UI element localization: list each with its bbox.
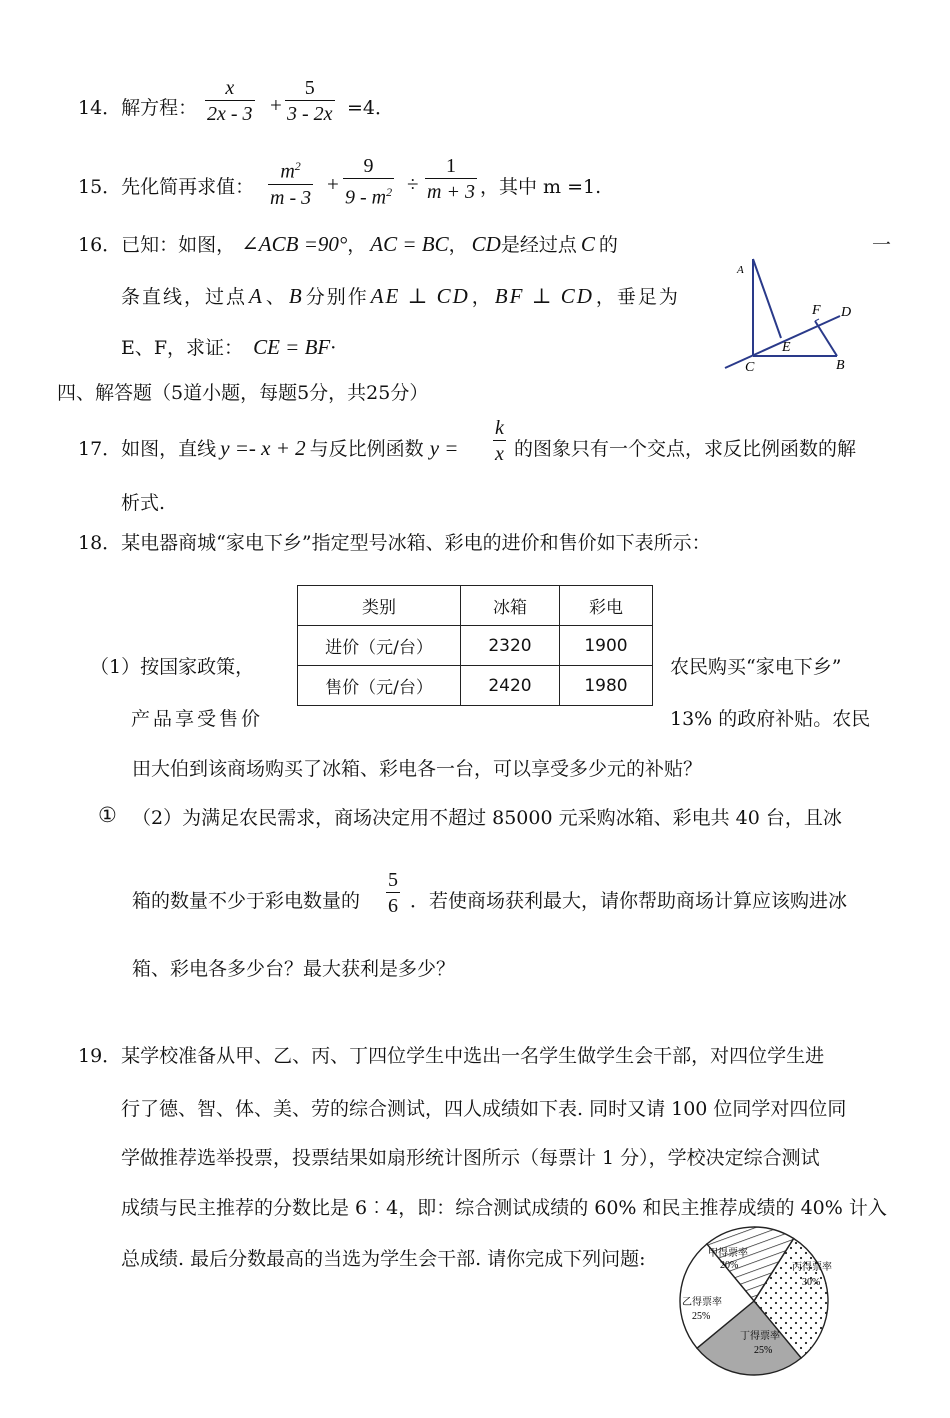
- q15-fraction-1: [268, 154, 313, 211]
- q17-text-d: 析式.: [121, 492, 166, 514]
- q15-divide: ÷: [407, 172, 419, 196]
- q15-f2-denominator: 9 - m: [345, 186, 387, 209]
- q15-plus: +: [327, 172, 339, 196]
- q17-k: k: [495, 417, 504, 439]
- q16-proof: CE = BF: [253, 335, 331, 359]
- q15-tail: ，其中 m =1.: [480, 176, 602, 198]
- q16-yi: 一: [872, 234, 892, 256]
- q16-a: A: [249, 284, 264, 308]
- q16-text-3b: ·: [330, 337, 337, 359]
- q18-p1-right: 农民购买“家电下乡”: [670, 656, 842, 678]
- q15-f1-sup: 2: [294, 159, 301, 173]
- q19-line-2: 行了德、智、体、美、劳的综合测试，四人成绩如下表. 同时又请 100 位同学对四位同: [121, 1098, 847, 1120]
- q16-geometry-figure: [715, 250, 865, 375]
- q15-fraction-2: [343, 154, 394, 211]
- fig-label-e: E: [782, 340, 791, 355]
- q18-intro: 18．某电器商城“家电下乡”指定型号冰箱、彩电的进价和售价如下表所示：: [78, 532, 711, 554]
- q18-p1-left: （1）按国家政策，: [90, 656, 255, 678]
- q16-text-2c: 分别作: [305, 286, 369, 308]
- q18-p1-left2: 产品享受售价: [131, 708, 264, 730]
- pie-pct-jia: 20%: [720, 1260, 739, 1271]
- q16-line-2: [121, 282, 680, 309]
- pie-label-jia: 甲得票率: [708, 1248, 748, 1259]
- q15-f3-numerator: 1: [445, 155, 456, 177]
- q16-text-1e: 的: [598, 234, 618, 256]
- pie-label-ding: 丁得票率: [740, 1331, 780, 1342]
- q16-cd: CD: [471, 232, 501, 256]
- q18-p2-line3: 箱、彩电各多少台？最大获利是多少？: [132, 958, 456, 980]
- q17-func-lhs: y =: [429, 436, 459, 460]
- table-header-cell: 冰箱: [461, 586, 560, 626]
- vote-pie-chart: [668, 1225, 848, 1395]
- q18-p1-right2: 13% 的政府补贴。农民: [670, 708, 871, 730]
- q14-equals: =4．: [347, 97, 395, 119]
- q16-c: C: [580, 232, 595, 256]
- table-cell: 2320: [461, 626, 560, 666]
- fig-label-f: F: [812, 303, 821, 318]
- q14-fraction-1: [205, 76, 255, 127]
- q16-text-2b: 、: [265, 286, 287, 308]
- q15-f2-numerator: 9: [363, 155, 374, 177]
- q19-line-3: 学做推荐选举投票，投票结果如扇形统计图所示（每票计 1 分），学校决定综合测试: [121, 1147, 820, 1169]
- table-row: [298, 666, 653, 706]
- q16-text-2d: ，: [471, 286, 493, 308]
- q17-fraction: [493, 416, 506, 467]
- q16-text-2a: 条直线，过点: [121, 286, 248, 308]
- q18-p2-line2a: 箱的数量不少于彩电数量的: [132, 890, 361, 912]
- q15-f1-denominator: m - 3: [270, 186, 312, 209]
- q18-p2-line2b: ．若使商场获利最大，请你帮助商场计算应该购进冰: [410, 890, 848, 912]
- q15-f2-sup: 2: [386, 185, 393, 199]
- pie-label-yi: 乙得票率: [682, 1297, 722, 1308]
- q18-p1-line3: 田大伯到该商场购买了冰箱、彩电各一台，可以享受多少元的补贴？: [132, 758, 703, 780]
- price-table: [297, 585, 653, 706]
- table-header-row: [298, 586, 653, 626]
- pie-label-bing: 丙得票率: [792, 1262, 832, 1273]
- q14-number-text: 14．解方程：: [78, 97, 198, 119]
- q19-line-5: 总成绩. 最后分数最高的当选为学生会干部. 请你完成下列问题:: [121, 1248, 646, 1270]
- pie-pct-yi: 25%: [692, 1311, 711, 1322]
- q16-line-1: [78, 230, 618, 257]
- section-4-heading: 四、解答题（5道小题，每题5分，共25分）: [57, 382, 429, 404]
- q16-b: B: [288, 284, 304, 308]
- q16-text-3a: E、F，求证：: [121, 337, 244, 359]
- q18-frac-den: 6: [388, 895, 398, 917]
- q17-text-c: 的图象只有一个交点，求反比例函数的解: [514, 438, 857, 460]
- q19-line-1: 19．某学校准备从甲、乙、丙、丁四位学生中选出一名学生做学生会干部，对四位学生进: [78, 1045, 825, 1067]
- q15-f1-numerator: m: [280, 160, 295, 183]
- table-cell: 售价（元/台）: [298, 666, 461, 706]
- table-cell: 1980: [560, 666, 653, 706]
- q16-text-1b: ，: [347, 234, 367, 256]
- q16-ac-bc: AC = BC: [370, 232, 449, 256]
- q15-f3-denominator: m + 3: [427, 181, 475, 203]
- table-row: [298, 626, 653, 666]
- pie-pct-ding: 25%: [754, 1345, 773, 1356]
- q16-text-1d: 是经过点: [500, 234, 577, 256]
- table-cell: 2420: [461, 666, 560, 706]
- q14-plus: +: [270, 93, 282, 117]
- q18-fraction: [386, 868, 400, 919]
- fig-label-c: C: [745, 360, 755, 375]
- q14-f1-denominator: 2x - 3: [207, 103, 253, 125]
- fig-label-d: D: [841, 305, 852, 320]
- q17-line-eq: y =- x + 2: [220, 436, 306, 460]
- q16-text-1c: ，: [448, 234, 468, 256]
- q14-f2-denominator: 3 - 2x: [287, 103, 333, 125]
- q15-fraction-3: [425, 154, 477, 205]
- pie-pct-bing: 30%: [802, 1277, 821, 1288]
- q17-text-b: 与反比例函数: [309, 438, 424, 460]
- fig-label-b: B: [836, 358, 845, 373]
- q14-f1-numerator: x: [225, 77, 235, 99]
- q18-circle-marker: ①: [98, 803, 117, 827]
- q18-frac-num: 5: [388, 869, 398, 891]
- q16-angle: ∠ACB =90°: [241, 232, 348, 256]
- table-cell: 1900: [560, 626, 653, 666]
- q18-p2-line1: （2）为满足农民需求，商场决定用不超过 85000 元采购冰箱、彩电共 40 台，且冰: [132, 807, 842, 829]
- q17-x: x: [495, 443, 504, 465]
- q16-perp-2: BF ⊥ CD: [494, 284, 594, 308]
- q17-line-1: [78, 434, 458, 461]
- q15-number-text: 15．先化简再求值：: [78, 176, 255, 198]
- q16-line-3: [121, 333, 336, 360]
- fig-label-a: A: [737, 264, 744, 276]
- table-header-cell: 类别: [298, 586, 461, 626]
- q16-text-1a: 16．已知：如图，: [78, 234, 236, 256]
- table-header-cell: 彩电: [560, 586, 653, 626]
- table-cell: 进价（元/台）: [298, 626, 461, 666]
- q14-f2-numerator: 5: [304, 77, 315, 99]
- q16-perp-1: AE ⊥ CD: [370, 284, 470, 308]
- q17-text-a: 17．如图，直线: [78, 438, 217, 460]
- q14-fraction-2: [285, 76, 335, 127]
- q16-text-2e: ，垂足为: [595, 286, 680, 308]
- q19-line-4: 成绩与民主推荐的分数比是 6︰4，即：综合测试成绩的 60% 和民主推荐成绩的 40% 计入: [121, 1197, 887, 1219]
